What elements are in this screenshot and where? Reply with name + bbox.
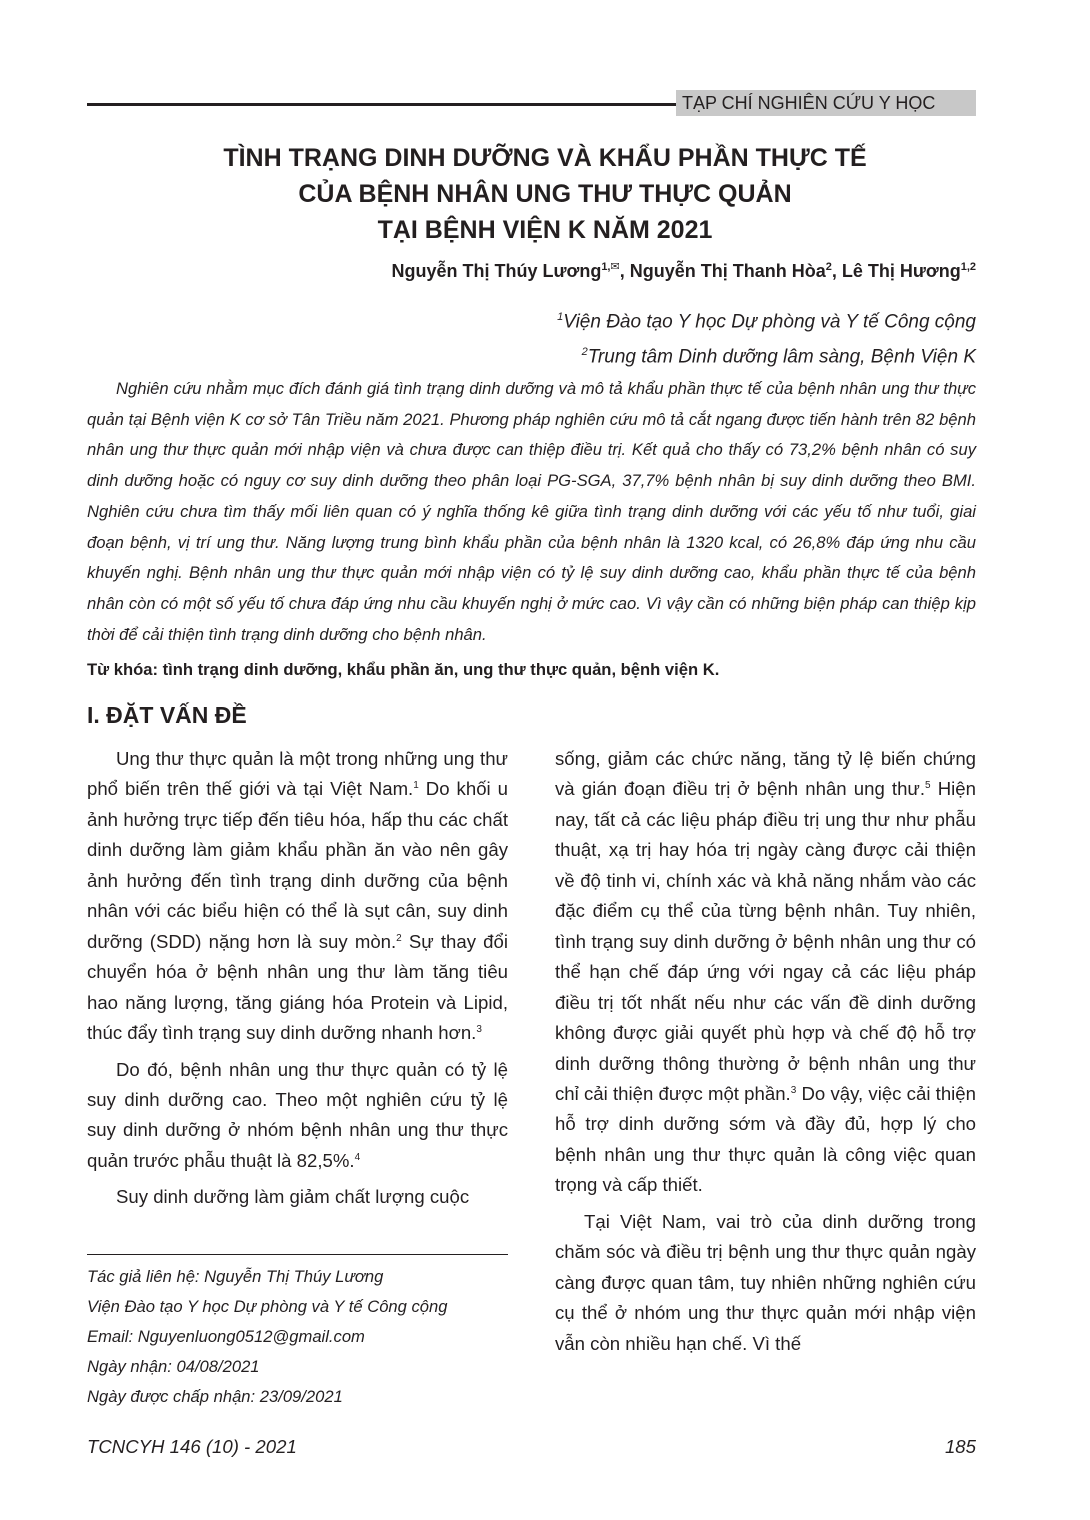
paragraph: sống, giảm các chức năng, tăng tỷ lệ biến chứng và gián đoạn điều trị ở bệnh nhân ung thư.$^5$ Hiện nay, tất cả các liệu pháp điều trị ung thư như phẫu thuật, xạ trị hay hóa trị ngày càng được cải thiện về độ tinh vi, chính xác và khả năng nhắm vào các đặc điểm cụ thể của từng bệnh nhân. Tuy nhiên, tình trạng suy dinh dưỡng ở bệnh nhân ung thư có thể hạn chế đáp ứng với ngay cả các liệu pháp điều trị tốt nhất nếu như các vấn đề dinh dưỡng không được giải quyết phù hợp và chế độ hỗ trợ dinh dưỡng thông thường ở bệnh nhân ung thư chỉ cải thiện được một phần.$^3$ Do vậy, việc cải thiện hỗ trợ dinh dưỡng sớm và đầy đủ, hợp lý cho bệnh nhân ung thư thực quản là công việc quan trọng và cấp thiết. bbox=[555, 748, 976, 1196]
author-separator: , bbox=[831, 261, 842, 281]
footnote-email: Email: Nguyenluong0512@gmail.com bbox=[87, 1327, 365, 1346]
citation: 5 bbox=[925, 780, 931, 792]
affiliation-2 bbox=[557, 337, 976, 372]
title-line-3: TẠI BỆNH VIỆN K NĂM 2021 bbox=[377, 216, 713, 244]
abstract-text: Nghiên cứu nhằm mục đích đánh giá tình trạng dinh dưỡng và mô tả khẩu phần thực tế của bệnh nhân ung thư thực quản tại Bệnh viện K cơ sở Tân Triều năm 2021. Phương pháp nghiên cứu mô tả cắt ngang được tiến hành trên 82 bệnh nhân ung thư thực quản mới nhập viện và chưa được can thiệp điều trị. Kết quả cho thấy có 73,2% bệnh nhân có suy dinh dưỡng hoặc có nguy cơ suy dinh dưỡng theo phân loại PG-SGA, 37,7% bệnh nhân bị suy dinh dưỡng theo BMI. Nghiên cứu chưa tìm thấy mối liên quan có ý nghĩa thống kê giữa tình trạng dinh dưỡng với các yếu tố như tuổi, giai đoạn bệnh, vị trí ung thư. Năng lượng trung bình khẩu phần của bệnh nhân là 1320 kcal, có 26,8% đáp ứng nhu cầu khuyến nghị. Bệnh nhân ung thư thực quản mới nhập viện có tỷ lệ suy dinh dưỡng cao, khẩu phần thực tế của bệnh nhân còn có một số yếu tố chưa đáp ứng nhu cầu khuyến nghị ở mức cao. Vì vậy cần có những biện pháp can thiệp kịp thời để cải thiện tình trạng dinh dưỡng cho bệnh nhân. bbox=[87, 379, 976, 644]
page-number: 185 bbox=[944, 1436, 976, 1457]
author-list bbox=[392, 260, 977, 282]
citation: 3 bbox=[790, 1084, 797, 1096]
author-1: Nguyễn Thị Thúy Lương bbox=[391, 261, 602, 281]
affiliation-1-number: 1 bbox=[557, 311, 564, 323]
citation: 1 bbox=[413, 780, 419, 792]
footnote-institution: Viện Đào tạo Y học Dự phòng và Y tế Công cộng bbox=[87, 1297, 448, 1316]
citation: 2 bbox=[396, 932, 402, 944]
title-line-2: CỦA BỆNH NHÂN UNG THƯ THỰC QUẢN bbox=[298, 180, 792, 208]
affiliation-1 bbox=[557, 302, 976, 337]
journal-name: TẠP CHÍ NGHIÊN CỨU Y HỌC bbox=[676, 90, 976, 116]
affiliation-2-number: 2 bbox=[581, 346, 588, 359]
affiliation-1-text: Viện Đào tạo Y học Dự phòng và Y tế Công cộng bbox=[563, 311, 976, 333]
journal-issue: TCNCYH 146 (10) - 2021 bbox=[87, 1436, 297, 1457]
citation: 3 bbox=[476, 1023, 482, 1035]
paragraph: Ung thư thực quản là một trong những ung thư phổ biến trên thế giới và tại Việt Nam.$^1$ Do khối u ảnh hưởng trực tiếp đến tiêu hóa, hấp thu các chất dinh dưỡng làm giảm khẩu phần ăn vào nên gây ảnh hưởng đến tình trạng dinh dưỡng của bệnh nhân với các biểu hiện có thể là sụt cân, suy dinh dưỡng (SDD) nặng hơn là suy mòn.$^2$ Sự thay đổi chuyển hóa ở bệnh nhân ung thư làm tăng tiêu hao năng lượng, tăng giáng hóa Protein và Lipid, thúc đẩy tình trạng suy dinh dưỡng nhanh hơn.$^3$ bbox=[87, 748, 509, 1044]
footnote-accepted: Ngày được chấp nhận: 23/09/2021 bbox=[87, 1387, 343, 1406]
paragraph: Do đó, bệnh nhân ung thư thực quản có tỷ lệ suy dinh dưỡng cao. Theo một nghiên cứu tỷ lệ suy dinh dưỡng ở nhóm bệnh nhân ung thư thực quản trước phẫu thuật là 82,5%.$^4$ bbox=[87, 1058, 508, 1171]
header-rule bbox=[87, 103, 687, 106]
author-2: Nguyễn Thị Thanh Hòa bbox=[629, 261, 826, 281]
author-1-affil: 1,✉ bbox=[601, 261, 620, 273]
citation: 4 bbox=[354, 1151, 361, 1163]
paragraph: Tại Việt Nam, vai trò của dinh dưỡng trong chăm sóc và điều trị bệnh ung thư thực quản ngày càng được quan tâm, tuy nhiên những nghiên cứu cụ thể ở nhóm ung thư thực quản mới nhập viện vẫn còn nhiều hạn chế. Vì thế bbox=[555, 1210, 976, 1354]
body-column-right bbox=[555, 744, 976, 1359]
keywords: Từ khóa: tình trạng dinh dưỡng, khẩu phần ăn, ung thư thực quản, bệnh viện K. bbox=[87, 660, 720, 679]
title-line-1: TÌNH TRẠNG DINH DƯỠNG VÀ KHẨU PHẦN THỰC TẾ bbox=[223, 144, 867, 172]
correspondence-footnote bbox=[87, 1262, 447, 1412]
paragraph: Suy dinh dưỡng làm giảm chất lượng cuộc bbox=[116, 1186, 470, 1208]
footnote-divider bbox=[87, 1254, 508, 1255]
author-3-affil: 1,2 bbox=[960, 261, 976, 273]
affiliation-2-text: Trung tâm Dinh dưỡng lâm sàng, Bệnh Viện K bbox=[587, 346, 976, 368]
author-3: Lê Thị Hương bbox=[841, 261, 961, 281]
section-heading: I. ĐẶT VẤN ĐỀ bbox=[87, 702, 247, 728]
article-title bbox=[60, 140, 1030, 248]
envelope-icon: ✉ bbox=[610, 261, 620, 273]
footnote-received: Ngày nhận: 04/08/2021 bbox=[87, 1357, 260, 1376]
author-2-affil: 2 bbox=[825, 261, 832, 273]
body-column-left bbox=[87, 744, 508, 1213]
affiliations bbox=[557, 302, 976, 373]
abstract bbox=[87, 374, 976, 650]
footnote-contact: Tác giả liên hệ: Nguyễn Thị Thúy Lương bbox=[87, 1267, 384, 1286]
author-separator: , bbox=[619, 261, 630, 281]
